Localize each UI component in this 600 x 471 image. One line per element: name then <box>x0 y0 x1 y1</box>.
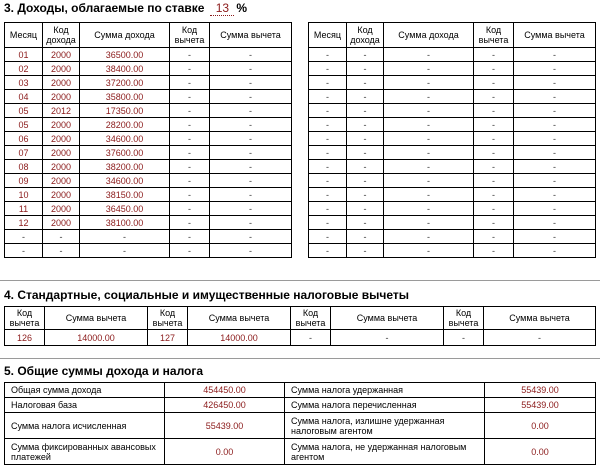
income-amount-cell: - <box>384 146 474 160</box>
table-row <box>309 244 596 258</box>
deduction-amount-cell: - <box>210 216 292 230</box>
income-code-cell: - <box>347 160 384 174</box>
table-row <box>5 230 292 244</box>
header-month: Месяц <box>5 23 43 48</box>
deduction-amount-cell: - <box>210 62 292 76</box>
income-code-cell: - <box>43 244 80 258</box>
deduction-code-4: - <box>444 330 484 346</box>
header-deduction-code: Код вычета <box>170 23 210 48</box>
deduction-amount-cell: - <box>514 90 596 104</box>
deduction-code-cell: - <box>170 244 210 258</box>
income-amount-cell: 38100.00 <box>80 216 170 230</box>
month-cell: - <box>309 160 347 174</box>
income-code-cell: - <box>347 76 384 90</box>
table-row <box>5 146 292 160</box>
deduction-amount-cell: - <box>514 132 596 146</box>
month-cell: 12 <box>5 216 43 230</box>
month-cell: 05 <box>5 118 43 132</box>
month-cell: - <box>309 230 347 244</box>
month-cell: - <box>309 146 347 160</box>
income-amount-cell: 28200.00 <box>80 118 170 132</box>
deduction-amount-cell: - <box>210 48 292 62</box>
table-row <box>309 62 596 76</box>
deduction-amount-cell: - <box>210 132 292 146</box>
table-row <box>5 104 292 118</box>
table-row <box>5 160 292 174</box>
table-row <box>5 76 292 90</box>
income-code-cell: - <box>347 48 384 62</box>
month-cell: - <box>309 76 347 90</box>
deduction-code-cell: - <box>474 132 514 146</box>
month-cell: - <box>309 174 347 188</box>
tax-not-withheld-value: 0.00 <box>485 439 596 465</box>
deduction-code-cell: - <box>474 188 514 202</box>
deduction-code-cell: - <box>170 132 210 146</box>
table-row <box>309 230 596 244</box>
month-cell: - <box>309 118 347 132</box>
income-amount-cell: 17350.00 <box>80 104 170 118</box>
deduction-code-2: 127 <box>148 330 188 346</box>
header-deduction-amount: Сумма вычета <box>514 23 596 48</box>
deduction-code-cell: - <box>474 202 514 216</box>
month-cell: - <box>309 132 347 146</box>
income-amount-cell: - <box>80 230 170 244</box>
section-divider <box>0 358 600 359</box>
income-code-cell: 2000 <box>43 48 80 62</box>
deduction-code-cell: - <box>474 244 514 258</box>
deduction-code-cell: - <box>170 76 210 90</box>
deduction-code-cell: - <box>474 104 514 118</box>
deduction-amount-1: 14000.00 <box>45 330 148 346</box>
income-code-cell: 2000 <box>43 132 80 146</box>
table-row <box>309 48 596 62</box>
deduction-code-cell: - <box>170 146 210 160</box>
deduction-amount-header-2: Сумма вычета <box>188 307 291 330</box>
total-income-value: 454450.00 <box>165 383 285 398</box>
month-cell: 06 <box>5 132 43 146</box>
tax-transferred-label: Сумма налога перечисленная <box>285 398 485 413</box>
header-income-amount: Сумма дохода <box>384 23 474 48</box>
deduction-amount-cell: - <box>210 188 292 202</box>
deduction-amount-cell: - <box>514 202 596 216</box>
header-income-amount: Сумма дохода <box>80 23 170 48</box>
header-deduction-amount: Сумма вычета <box>210 23 292 48</box>
income-code-cell: 2000 <box>43 62 80 76</box>
table-row <box>5 188 292 202</box>
month-cell: 09 <box>5 174 43 188</box>
tax-withheld-value: 55439.00 <box>485 383 596 398</box>
income-amount-cell: - <box>384 160 474 174</box>
income-amount-cell: - <box>384 90 474 104</box>
deduction-amount-cell: - <box>514 244 596 258</box>
deduction-amount-cell: - <box>514 146 596 160</box>
deduction-code-header-2: Код вычета <box>148 307 188 330</box>
income-code-cell: - <box>347 188 384 202</box>
tax-calculated-label: Сумма налога исчисленная <box>5 413 165 439</box>
deduction-code-cell: - <box>170 48 210 62</box>
income-amount-cell: - <box>384 230 474 244</box>
deduction-code-cell: - <box>170 104 210 118</box>
deduction-code-cell: - <box>170 174 210 188</box>
month-cell: - <box>309 188 347 202</box>
income-amount-cell: 34600.00 <box>80 174 170 188</box>
table-row <box>5 62 292 76</box>
month-cell: - <box>309 202 347 216</box>
tax-overwithheld-label: Сумма налога, излишне удержанная налоговым агентом <box>285 413 485 439</box>
tax-not-withheld-label: Сумма налога, не удержанная налоговым агентом <box>285 439 485 465</box>
income-amount-cell: 38150.00 <box>80 188 170 202</box>
deduction-amount-2: 14000.00 <box>188 330 291 346</box>
income-amount-cell: 37600.00 <box>80 146 170 160</box>
tax-rate-value: 13 <box>210 1 234 16</box>
table-row <box>309 104 596 118</box>
deduction-amount-cell: - <box>210 90 292 104</box>
table-row <box>5 90 292 104</box>
table-row <box>309 160 596 174</box>
income-code-cell: 2000 <box>43 146 80 160</box>
deduction-code-cell: - <box>170 160 210 174</box>
income-code-cell: 2000 <box>43 188 80 202</box>
income-code-cell: 2000 <box>43 202 80 216</box>
income-code-cell: - <box>347 174 384 188</box>
month-cell: 08 <box>5 160 43 174</box>
deduction-code-cell: - <box>474 230 514 244</box>
header-income-code: Код дохода <box>347 23 384 48</box>
income-code-cell: 2000 <box>43 216 80 230</box>
month-cell: 11 <box>5 202 43 216</box>
deduction-code-cell: - <box>474 160 514 174</box>
deduction-code-cell: - <box>474 146 514 160</box>
deduction-amount-cell: - <box>514 174 596 188</box>
income-table-left-body <box>5 48 292 258</box>
table-row <box>309 132 596 146</box>
deduction-code-cell: - <box>170 188 210 202</box>
income-amount-cell: - <box>384 188 474 202</box>
table-row <box>309 174 596 188</box>
month-cell: 01 <box>5 48 43 62</box>
income-amount-cell: - <box>384 48 474 62</box>
table-row <box>5 174 292 188</box>
deduction-amount-header-4: Сумма вычета <box>484 307 596 330</box>
deduction-code-cell: - <box>170 62 210 76</box>
deduction-amount-cell: - <box>210 118 292 132</box>
income-code-cell: - <box>347 104 384 118</box>
income-code-cell: 2000 <box>43 118 80 132</box>
income-amount-cell: - <box>384 244 474 258</box>
income-code-cell: - <box>347 216 384 230</box>
deduction-amount-header-1: Сумма вычета <box>45 307 148 330</box>
section4-title: 4. Стандартные, социальные и имущественные налоговые вычеты <box>4 288 409 302</box>
table-row <box>309 118 596 132</box>
deductions-table <box>4 306 596 346</box>
tax-base-value: 426450.00 <box>165 398 285 413</box>
deduction-code-header-1: Код вычета <box>5 307 45 330</box>
table-row <box>309 216 596 230</box>
deduction-code-cell: - <box>170 216 210 230</box>
income-amount-cell: 38400.00 <box>80 62 170 76</box>
income-amount-cell: 37200.00 <box>80 76 170 90</box>
deduction-amount-cell: - <box>210 146 292 160</box>
income-amount-cell: - <box>384 104 474 118</box>
income-amount-cell: - <box>384 62 474 76</box>
tax-calculated-value: 55439.00 <box>165 413 285 439</box>
income-code-cell: - <box>347 244 384 258</box>
total-income-label: Общая сумма дохода <box>5 383 165 398</box>
deduction-amount-cell: - <box>210 160 292 174</box>
deduction-amount-4: - <box>484 330 596 346</box>
deduction-amount-cell: - <box>514 48 596 62</box>
month-cell: 02 <box>5 62 43 76</box>
header-deduction-code: Код вычета <box>474 23 514 48</box>
income-code-cell: - <box>347 202 384 216</box>
deduction-amount-cell: - <box>514 216 596 230</box>
deduction-amount-cell: - <box>514 160 596 174</box>
month-cell: - <box>309 62 347 76</box>
income-code-cell: 2000 <box>43 76 80 90</box>
income-table-left <box>4 22 292 258</box>
fixed-advance-value: 0.00 <box>165 439 285 465</box>
income-code-cell: - <box>347 230 384 244</box>
deduction-amount-header-3: Сумма вычета <box>331 307 444 330</box>
month-cell: - <box>309 90 347 104</box>
deduction-code-3: - <box>291 330 331 346</box>
table-row <box>5 202 292 216</box>
table-row <box>5 216 292 230</box>
deduction-amount-cell: - <box>210 244 292 258</box>
deduction-amount-cell: - <box>210 202 292 216</box>
table-row <box>5 118 292 132</box>
income-amount-cell: 36450.00 <box>80 202 170 216</box>
income-amount-cell: - <box>80 244 170 258</box>
deduction-code-cell: - <box>474 62 514 76</box>
tax-overwithheld-value: 0.00 <box>485 413 596 439</box>
month-cell: 05 <box>5 104 43 118</box>
totals-table <box>4 382 596 465</box>
table-row <box>5 244 292 258</box>
income-code-cell: - <box>347 90 384 104</box>
income-amount-cell: 38200.00 <box>80 160 170 174</box>
percent-sign: % <box>236 1 248 15</box>
income-code-cell: 2012 <box>43 104 80 118</box>
deduction-code-header-4: Код вычета <box>444 307 484 330</box>
deduction-code-cell: - <box>170 90 210 104</box>
month-cell: 10 <box>5 188 43 202</box>
table-row <box>309 90 596 104</box>
table-row <box>309 146 596 160</box>
deduction-amount-cell: - <box>514 62 596 76</box>
month-cell: - <box>309 244 347 258</box>
income-code-cell: - <box>347 62 384 76</box>
deduction-amount-cell: - <box>210 230 292 244</box>
deduction-code-cell: - <box>170 202 210 216</box>
income-code-cell: 2000 <box>43 90 80 104</box>
month-cell: - <box>309 48 347 62</box>
month-cell: - <box>5 244 43 258</box>
income-code-cell: - <box>347 118 384 132</box>
deduction-amount-cell: - <box>210 76 292 90</box>
deduction-code-cell: - <box>170 118 210 132</box>
deduction-amount-cell: - <box>514 118 596 132</box>
income-amount-cell: 35800.00 <box>80 90 170 104</box>
deduction-amount-cell: - <box>514 76 596 90</box>
header-income-code: Код дохода <box>43 23 80 48</box>
income-code-cell: 2000 <box>43 160 80 174</box>
deduction-code-cell: - <box>474 76 514 90</box>
income-amount-cell: - <box>384 76 474 90</box>
section5-title: 5. Общие суммы дохода и налога <box>4 364 204 378</box>
fixed-advance-label: Сумма фиксированных авансовых платежей <box>5 439 165 465</box>
deduction-amount-cell: - <box>514 188 596 202</box>
income-amount-cell: 36500.00 <box>80 48 170 62</box>
income-amount-cell: 34600.00 <box>80 132 170 146</box>
section3-title <box>4 1 247 16</box>
income-code-cell: - <box>347 146 384 160</box>
deduction-code-cell: - <box>474 48 514 62</box>
month-cell: - <box>5 230 43 244</box>
deduction-amount-3: - <box>331 330 444 346</box>
section3-title-text: 3. Доходы, облагаемые по ставке <box>4 1 205 15</box>
table-row <box>309 76 596 90</box>
month-cell: 03 <box>5 76 43 90</box>
income-table-right-body <box>309 48 596 258</box>
income-amount-cell: - <box>384 202 474 216</box>
deduction-code-cell: - <box>474 174 514 188</box>
deduction-amount-cell: - <box>514 104 596 118</box>
month-cell: - <box>309 104 347 118</box>
section-divider <box>0 280 600 281</box>
month-cell: 07 <box>5 146 43 160</box>
income-table-right <box>308 22 596 258</box>
deduction-amount-cell: - <box>210 174 292 188</box>
deduction-code-1: 126 <box>5 330 45 346</box>
income-amount-cell: - <box>384 118 474 132</box>
tax-withheld-label: Сумма налога удержанная <box>285 383 485 398</box>
month-cell: 04 <box>5 90 43 104</box>
income-code-cell: 2000 <box>43 174 80 188</box>
table-row <box>309 188 596 202</box>
deduction-amount-cell: - <box>514 230 596 244</box>
tax-transferred-value: 55439.00 <box>485 398 596 413</box>
income-code-cell: - <box>347 132 384 146</box>
income-amount-cell: - <box>384 174 474 188</box>
deduction-code-cell: - <box>170 230 210 244</box>
deduction-code-cell: - <box>474 90 514 104</box>
income-amount-cell: - <box>384 216 474 230</box>
deduction-amount-cell: - <box>210 104 292 118</box>
deduction-code-cell: - <box>474 216 514 230</box>
tax-base-label: Налоговая база <box>5 398 165 413</box>
table-row <box>5 48 292 62</box>
deduction-code-header-3: Код вычета <box>291 307 331 330</box>
header-month: Месяц <box>309 23 347 48</box>
table-row <box>5 132 292 146</box>
month-cell: - <box>309 216 347 230</box>
table-row <box>309 202 596 216</box>
income-amount-cell: - <box>384 132 474 146</box>
deduction-code-cell: - <box>474 118 514 132</box>
income-code-cell: - <box>43 230 80 244</box>
